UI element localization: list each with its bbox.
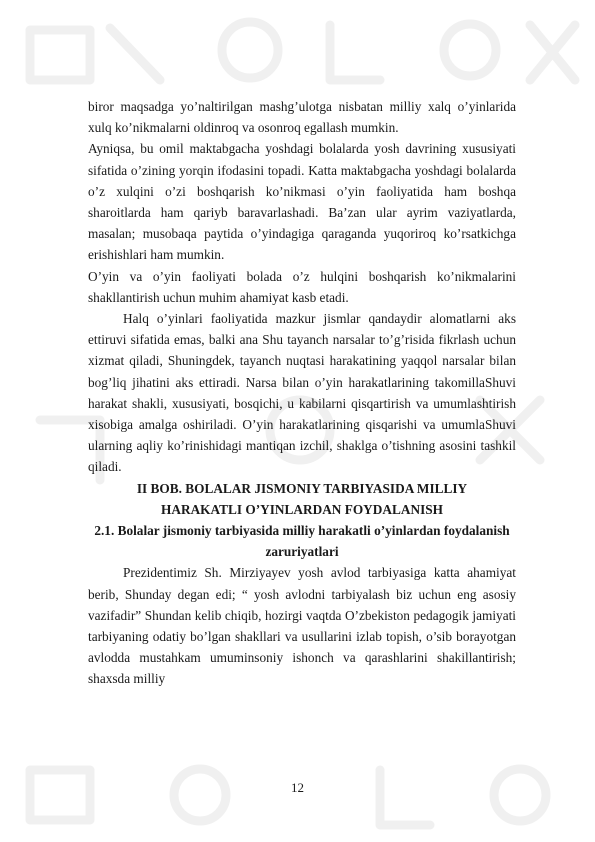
paragraph-4: Halq o’yinlari faoliyatida mazkur jismlar qandaydir alomatlarni aks ettiruvi sifatida emas, balki ana Shu tayanch narsalar to’g’risida fikrlash uchun xizmat qiladi, Shuningdek, tayanch nuqtasi harakatining yaqqol narsalar bilan bog’liq jihatini aks ettiradi. Narsa bilan o’yin harakatlarining takomillaShuvi harakat shakli, xususiyati, bosqichi, u kabilarni qisqartirish va umumlashtirish xisobiga amalga oshiriladi. O’yin harakatlarining qisqarishi va umumlaShuvi ularning aqliy ko’rinishidagi mantiqan izchil, shaklga o’tishning asosini tashkil qiladi. xyxy=(88,311,516,475)
chapter-heading-line-2: HARAKATLI O’YINLARDAN FOYDALANISH xyxy=(161,501,443,517)
section-heading-line-2: zaruriyatlari xyxy=(265,544,339,560)
paragraph-5: Prezidentimiz Sh. Mirziyayev yosh avlod tarbiyasiga katta ahamiyat berib, Shunday degan edi; “ yosh avlodni tarbiyalash biz uchun eng asosiy vazifadir” Shundan kelib chiqib, hozirgi vaqtda O’zbekiston pedagogik jamiyati tarbiyaning odatiy bo’lgan shakllari va usullarini izlab topish, o’sib borayotgan avlodda mustahkam umuminsoniy ishonch va qarashlarini shakillantirish; shaxsda milliy xyxy=(88,565,516,687)
paragraph-1: biror maqsadga yo’naltirilgan mashg’ulotga nisbatan milliy xalq o’yinlarida xulq ko’nikmalarni oldinroq va osonroq egallash mumkin. xyxy=(88,99,516,136)
section-heading-line-1: 2.1. Bolalar jismoniy tarbiyasida milliy harakatli o’yinlardan foydalanish xyxy=(94,523,510,539)
chapter-heading-line-1: II BOB. BOLALAR JISMONIY TARBIYASIDA MILLIY xyxy=(136,480,468,496)
page-number: 12 xyxy=(291,780,304,795)
page-content xyxy=(88,96,516,690)
paragraph-3: O’yin va o’yin faoliyati bolada o’z hulqini boshqarish ko’nikmalarini shakllantirish uchun muhim ahamiyat kasb etadi. xyxy=(88,268,516,305)
paragraph-2: Ayniqsa, bu omil maktabgacha yoshdagi bolalarda yosh davrining xususiyati sifatida o’zining yorqin ifodasini topadi. Katta maktabgacha yoshdagi bolalarda o’z xulqini o’zi boshqarish ko’nikmasi o’yin faoliyatida ham boshqa sharoitlarda ham qariyb baravarlashadi. Ba’zan ular ayrim vaziyatlarda, masalan; musobaqa paytida o’yindagiga qaraganda yuqoriroq ko’rsatkichga erishishlari ham mumkin. xyxy=(88,141,516,263)
